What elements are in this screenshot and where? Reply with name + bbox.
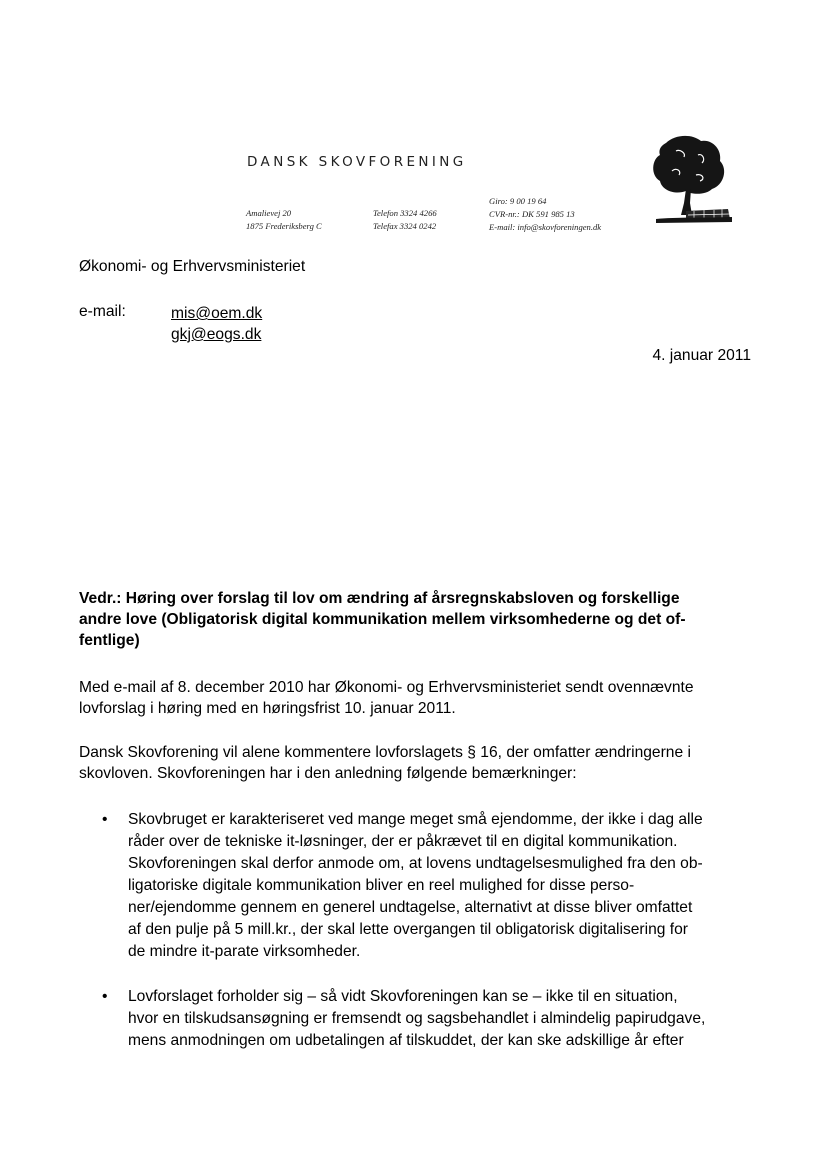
text-line: Skovforeningen skal derfor anmode om, at lovens undtagelsesmulighed fra den ob- [128, 855, 703, 872]
text-line: Dansk Skovforening vil alene kommentere lovforslagets § 16, der omfatter ændringerne i [79, 744, 691, 761]
text-line: ligatoriske digitale kommunikation bliver en reel mulighed for disse perso- [128, 877, 635, 894]
subject-line: fentlige) [79, 632, 140, 649]
subject-line: andre love (Obligatorisk digital kommunikation mellem virksomhederne og det of- [79, 611, 686, 628]
letterhead-phone [373, 207, 437, 233]
text-line: råder over de tekniske it-løsninger, der er påkrævet til en digital kommunikation. [128, 833, 678, 850]
recipient-name: Økonomi- og Erhvervsministeriet [79, 258, 306, 275]
organization-name: DANSK SKOVFORENING [247, 154, 467, 170]
email-link[interactable]: mis@oem.dk [171, 305, 263, 322]
body-paragraph [79, 677, 759, 719]
body-paragraph [79, 742, 759, 784]
text-line: de mindre it-parate virksomheder. [128, 943, 361, 960]
subject-line: Vedr.: Høring over forslag til lov om ændring af årsregnskabsloven og forskellige [79, 590, 680, 607]
text-line: ner/ejendomme gennem en generel undtagelse, alternativt at disse bliver omfattet [128, 899, 693, 916]
text-line: skovloven. Skovforeningen har i den anledning følgende bemærkninger: [79, 765, 577, 782]
text-line: Med e-mail af 8. december 2010 har Økonomi- og Erhvervsministeriet sendt ovennævnte [79, 679, 694, 696]
text-line: mens anmodningen om udbetalingen af tilskuddet, der kan ske adskillige år efter [128, 1032, 684, 1049]
subject-heading [79, 588, 747, 651]
text-line: af den pulje på 5 mill.kr., der skal lette overgangen til obligatorisk digitalisering for [128, 921, 688, 938]
giro-line: Giro: 9 00 19 64 [489, 196, 547, 206]
cvr-line: CVR-nr.: DK 591 985 13 [489, 209, 575, 219]
letter-date: 4. januar 2011 [652, 347, 751, 364]
fax-line: Telefax 3324 0242 [373, 221, 437, 231]
text-line: Skovbruget er karakteriseret ved mange meget små ejendomme, der ikke i dag alle [128, 811, 703, 828]
bullet-text [128, 986, 762, 1052]
letterhead-registration [489, 195, 601, 234]
phone-line: Telefon 3324 4266 [373, 208, 437, 218]
text-line: hvor en tilskudsansøgning er fremsendt og sagsbehandlet i almindelig papirudgave, [128, 1010, 706, 1027]
text-line: lovforslag i høring med en høringsfrist 10. januar 2011. [79, 700, 456, 717]
bullet-text [128, 809, 762, 963]
text-line: Lovforslaget forholder sig – så vidt Skovforeningen kan se – ikke til en situation, [128, 988, 678, 1005]
tree-icon [646, 133, 736, 225]
letterhead-email: E-mail: info@skovforeningen.dk [489, 222, 602, 232]
bullet-dot: • [102, 988, 108, 1005]
address-line: Amalievej 20 [246, 208, 292, 218]
letterhead-address [246, 207, 322, 233]
email-label: e-mail: [79, 303, 126, 320]
email-link[interactable]: gkj@eogs.dk [171, 326, 262, 343]
bullet-dot: • [102, 811, 108, 828]
address-line: 1875 Frederiksberg C [246, 221, 322, 231]
email-list [171, 303, 262, 345]
